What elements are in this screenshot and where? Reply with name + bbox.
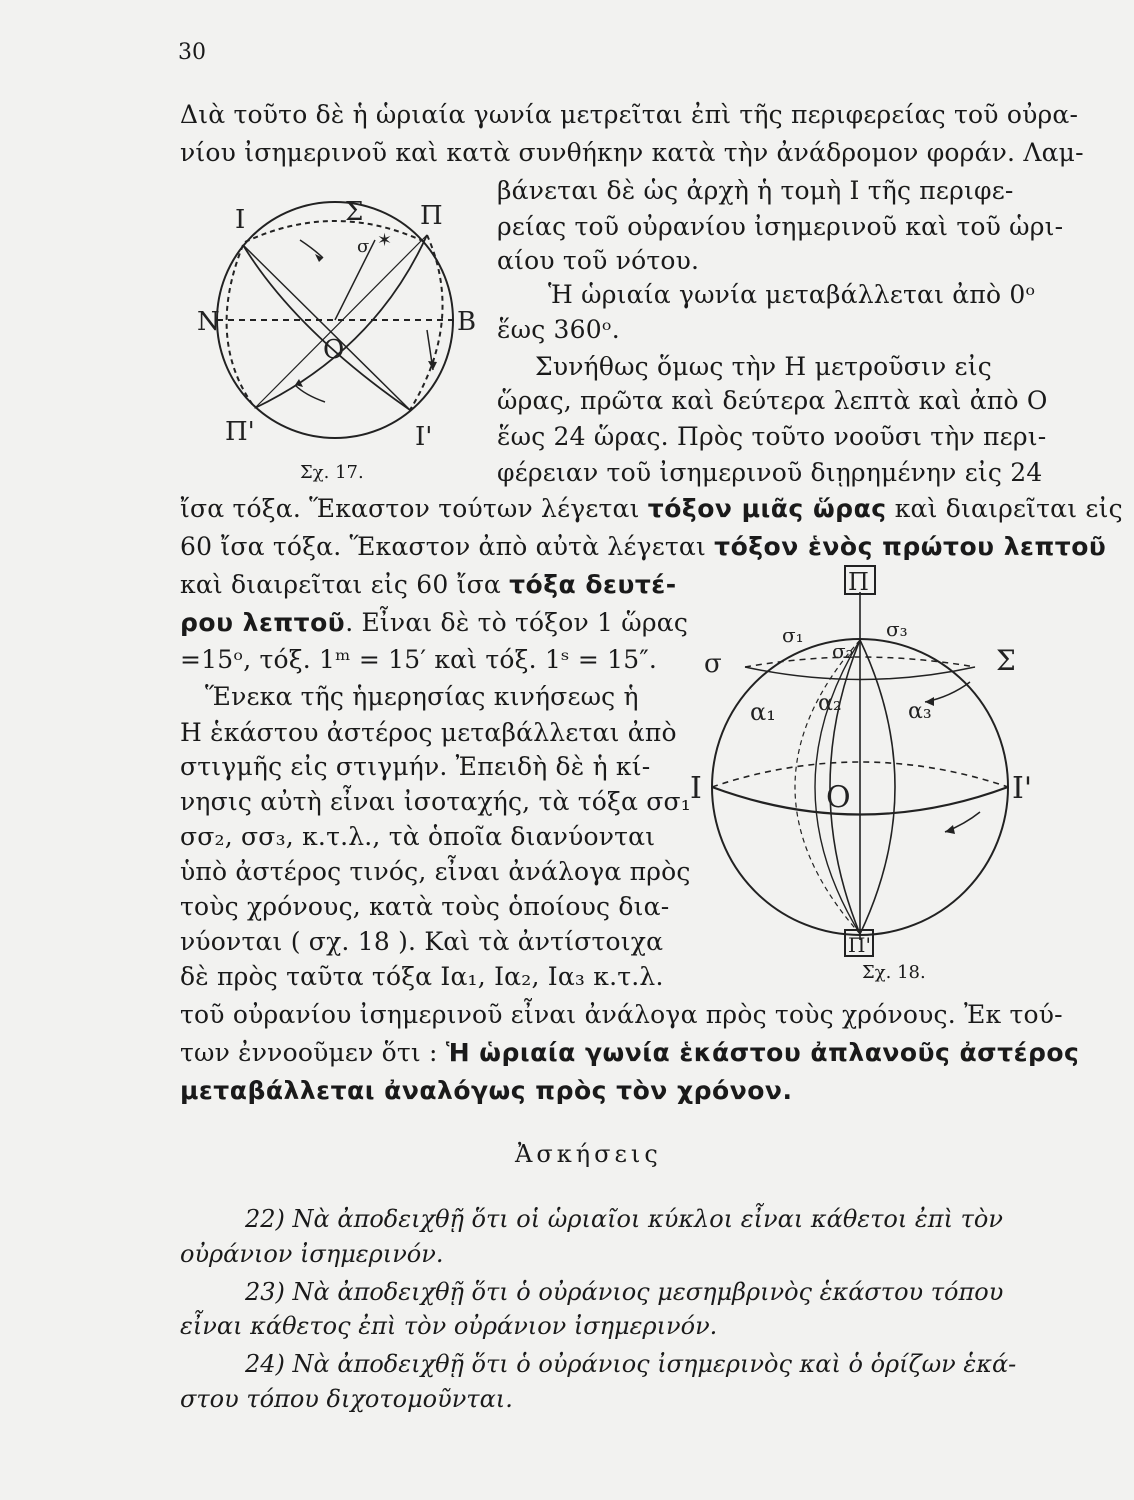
exercise-line: οὐράνιον ἰσημερινόν.	[180, 1240, 444, 1268]
text-line: ἕως 24 ὥρας. Πρὸς τοῦτο νοοῦσι τὴν περι-	[497, 422, 1047, 451]
exercise-line: 23) Νὰ ἀποδειχθῇ ὅτι ὁ οὐράνιος μεσημβρινὸς ἑκάστου τόπου	[245, 1278, 1004, 1306]
text-span: 60 ἴσα τόξα. Ἕκαστον ἀπὸ αὐτὰ λέγεται	[180, 532, 715, 561]
fig18-label-a2: α₂	[818, 691, 842, 716]
text-line: ρείας τοῦ οὐρανίου ἰσημερινοῦ καὶ τοῦ ὡρι-	[497, 212, 1064, 241]
text-line: Συνήθως ὅμως τὴν Η μετροῦσιν εἰς	[535, 352, 992, 381]
text-line	[180, 570, 677, 600]
text-line: βάνεται δὲ ὡς ἀρχὴ ἡ τομὴ Ι τῆς περιφε-	[497, 176, 1014, 205]
text-line: ὥρας, πρῶτα καὶ δεύτερα λεπτὰ καὶ ἀπὸ Ο	[497, 386, 1048, 415]
fig18-label-I: Ι	[690, 771, 702, 806]
fig17-label-P2: Π'	[225, 417, 255, 447]
fig18-label-sigma: σ	[704, 649, 722, 679]
fig17-label-N: Ν	[197, 307, 220, 337]
text-span: . Εἶναι δὲ τὸ τόξον 1 ὥρας	[345, 608, 689, 637]
fig17-label-P: Π	[420, 201, 443, 231]
text-line: ἕως 360ᵒ.	[497, 315, 620, 344]
svg-text:✶: ✶	[377, 230, 393, 251]
text-line: νίου ἰσημερινοῦ καὶ κατὰ συνθήκην κατὰ τὴν ἀνάδρομον φοράν. Λαμ-	[180, 138, 1084, 167]
fig18-label-O: Ο	[826, 780, 851, 815]
text-line: φέρειαν τοῦ ἰσημερινοῦ διῃρημένην εἰς 24	[497, 458, 1043, 487]
text-span: καὶ διαιρεῖται εἰς 60 ἴσα	[180, 570, 510, 599]
text-span: ἴσα τόξα. Ἕκαστον τούτων λέγεται	[180, 494, 648, 523]
text-line	[180, 494, 1123, 524]
text-line: νησις αὐτὴ εἶναι ἰσοταχής, τὰ τόξα σσ₁	[180, 787, 691, 816]
text-line: αίου τοῦ νότου.	[497, 246, 700, 275]
text-line	[180, 608, 688, 638]
text-line	[180, 1038, 1079, 1068]
fig18-label-s2: σ₂	[832, 639, 854, 663]
exercise-line: 22) Νὰ ἀποδειχθῇ ὅτι οἱ ὡριαῖοι κύκλοι εἶναι κάθετοι ἐπὶ τὸν	[245, 1205, 1003, 1233]
fig17-label-I2: Ι'	[415, 422, 433, 452]
text-line: Η ἑκάστου ἀστέρος μεταβάλλεται ἀπὸ	[180, 718, 677, 747]
text-span: καὶ διαιρεῖται εἰς	[886, 494, 1123, 523]
text-line: τοὺς χρόνους, κατὰ τοὺς ὁποίους δια-	[180, 892, 670, 921]
text-line: μεταβάλλεται ἀναλόγως πρὸς τὸν χρόνον.	[180, 1076, 793, 1105]
text-line	[180, 532, 1106, 562]
fig17-label-O: Ο	[323, 335, 345, 365]
exercises-heading: Ἀσκήσεις	[515, 1140, 662, 1168]
figure-18-caption: Σχ. 18.	[862, 962, 926, 983]
exercise-line: στου τόπου διχοτομοῦνται.	[180, 1385, 513, 1413]
text-line: νύονται ( σχ. 18 ). Καὶ τὰ ἀντίστοιχα	[180, 927, 664, 956]
bold-term: ρου λεπτοῦ	[180, 608, 346, 637]
fig18-label-P: Π	[848, 568, 869, 596]
fig18-label-S: Σ	[996, 644, 1016, 677]
text-line: σσ₂, σσ₃, κ.τ.λ., τὰ ὁποῖα διανύονται	[180, 822, 656, 851]
fig17-label-B: Β	[457, 307, 477, 337]
fig18-label-a3: α₃	[908, 699, 932, 724]
figure-17-caption: Σχ. 17.	[300, 462, 364, 483]
fig18-label-s1: σ₁	[782, 623, 804, 647]
page-number: 30	[178, 40, 206, 65]
figure-17-diagram	[195, 180, 485, 470]
fig17-label-S: Σ	[345, 197, 364, 227]
fig17-label-sigma: σ	[357, 236, 370, 257]
text-line: Ἡ ὡριαία γωνία μεταβάλλεται ἀπὸ 0ᵒ	[548, 280, 1036, 309]
fig17-label-I: Ι	[235, 205, 246, 235]
text-line: δὲ πρὸς ταῦτα τόξα Ια₁, Ια₂, Ια₃ κ.τ.λ.	[180, 962, 664, 991]
exercise-line: εἶναι κάθετος ἐπὶ τὸν οὐράνιον ἰσημερινόν.	[180, 1312, 718, 1340]
text-line: στιγμῆς εἰς στιγμήν. Ἐπειδὴ δὲ ἡ κί-	[180, 752, 651, 781]
text-line: ὑπὸ ἀστέρος τινός, εἶναι ἀνάλογα πρὸς	[180, 857, 691, 886]
fig18-label-I2: Ι'	[1012, 771, 1033, 806]
fig18-label-a1: α₁	[750, 698, 776, 726]
figure-18-diagram	[690, 562, 1050, 962]
text-span: των ἐννοοῦμεν ὅτι :	[180, 1038, 446, 1067]
text-line: Διὰ τοῦτο δὲ ἡ ὡριαία γωνία μετρεῖται ἐπὶ τῆς περιφερείας τοῦ οὐρα-	[180, 100, 1079, 129]
fig18-label-s3: σ₃	[886, 617, 908, 641]
text-line: Ἕνεκα τῆς ἡμερησίας κινήσεως ἡ	[205, 682, 639, 711]
fig18-label-P2: Π'	[848, 933, 871, 957]
bold-statement: Ἡ ὡριαία γωνία ἑκάστου ἀπλανοῦς ἀστέρος	[445, 1038, 1080, 1067]
exercise-line: 24) Νὰ ἀποδειχθῇ ὅτι ὁ οὐράνιος ἰσημερινὸς καὶ ὁ ὁρίζων ἑκά-	[245, 1350, 1017, 1378]
bold-term: τόξον ἑνὸς πρώτου λεπτοῦ	[714, 532, 1107, 561]
text-line: =15ᵒ, τόξ. 1ᵐ = 15′ καὶ τόξ. 1ˢ = 15″.	[180, 645, 658, 674]
bold-term: τόξον μιᾶς ὥρας	[647, 494, 887, 523]
text-line: τοῦ οὐρανίου ἰσημερινοῦ εἶναι ἀνάλογα πρὸς τοὺς χρόνους. Ἐκ τού-	[180, 1000, 1063, 1029]
bold-term: τόξα δευτέ-	[509, 570, 677, 599]
